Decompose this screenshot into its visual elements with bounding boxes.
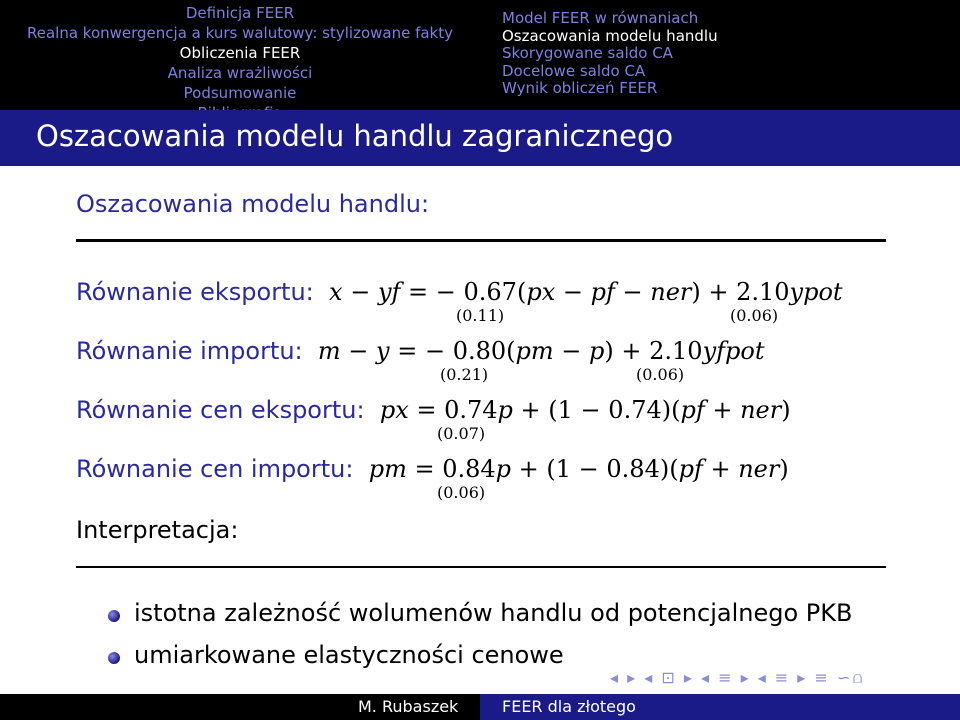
nav-section-summary[interactable]: Podsumowanie (183, 84, 297, 102)
export-equation: Równanie eksportu: x − yf = − 0.67(px − pf − ner) + 2.10ypot (76, 278, 843, 306)
frame-title: Oszacowania modelu handlu zagranicznego (36, 119, 674, 153)
footer-title: FEER dla złotego (502, 697, 636, 716)
interpretation-label: Interpretacja: (76, 516, 239, 544)
import-equation: Równanie importu: m − y = − 0.80(pm − p) + 2.10yfpot (76, 337, 765, 365)
export-coef-2: 2.10 (736, 278, 790, 306)
import-se-1: (0.21) (440, 365, 489, 384)
import-prices-coef-2: 0.84 (606, 455, 660, 483)
export-prices-label: Równanie cen eksportu: (76, 396, 365, 424)
nav-subsection-adjusted-ca[interactable]: Skorygowane saldo CA (502, 44, 673, 62)
bullet-icon (108, 610, 120, 622)
subsection-navigation (502, 10, 718, 98)
bottom-rule (76, 566, 886, 568)
footer-author: M. Rubaszek (358, 697, 459, 716)
beamer-navigation-icons[interactable]: ◂ ▸ ◂ ⊡ ▸ ◂ ≡ ▸ ◂ ≡ ▸ ≡ ∽⩍ (610, 668, 865, 687)
import-equation-label: Równanie importu: (76, 337, 303, 365)
import-prices-coef-1: 0.84 (442, 455, 496, 483)
block-title: Oszacowania modelu handlu: (76, 190, 430, 218)
export-prices-equation: Równanie cen eksportu: px = 0.74p + (1 − 0.74)(pf + ner) (76, 396, 791, 424)
nav-section-sensitivity[interactable]: Analiza wrażliwości (167, 64, 313, 82)
top-rule (76, 239, 886, 242)
export-prices-coef-1: 0.74 (444, 396, 498, 424)
export-prices-se: (0.07) (437, 424, 486, 443)
nav-section-feer-calculations[interactable]: Obliczenia FEER (179, 44, 301, 62)
header-navigation-bar (0, 0, 960, 110)
import-coef-1: 0.80 (452, 337, 507, 365)
nav-subsection-feer-result[interactable]: Wynik obliczeń FEER (502, 79, 658, 97)
import-prices-label: Równanie cen importu: (76, 455, 354, 483)
nav-section-feer-definition[interactable]: Definicja FEER (185, 4, 295, 22)
import-prices-se: (0.06) (437, 483, 486, 502)
interpretation-bullet-2: umiarkowane elastyczności cenowe (134, 641, 564, 669)
bullet-icon (108, 652, 120, 664)
export-se-1: (0.11) (456, 306, 505, 325)
import-prices-equation: Równanie cen importu: pm = 0.84p + (1 − 0.84)(pf + ner) (76, 455, 789, 483)
section-navigation (0, 3, 480, 123)
export-prices-coef-2: 0.74 (608, 396, 662, 424)
nav-subsection-model[interactable]: Model FEER w równaniach (502, 9, 699, 27)
export-se-2: (0.06) (730, 306, 779, 325)
import-se-2: (0.06) (636, 365, 685, 384)
import-coef-2: 2.10 (649, 337, 703, 365)
export-equation-label: Równanie eksportu: (76, 278, 314, 306)
export-coef-1: 0.67 (463, 278, 517, 306)
nav-section-stylized-facts[interactable]: Realna konwergencja a kurs walutowy: stylizowane fakty (26, 24, 454, 42)
interpretation-bullet-1: istotna zależność wolumenów handlu od potencjalnego PKB (134, 599, 853, 627)
nav-subsection-target-ca[interactable]: Docelowe saldo CA (502, 61, 646, 80)
nav-subsection-trade-estimates[interactable]: Oszacowania modelu handlu (502, 26, 718, 45)
